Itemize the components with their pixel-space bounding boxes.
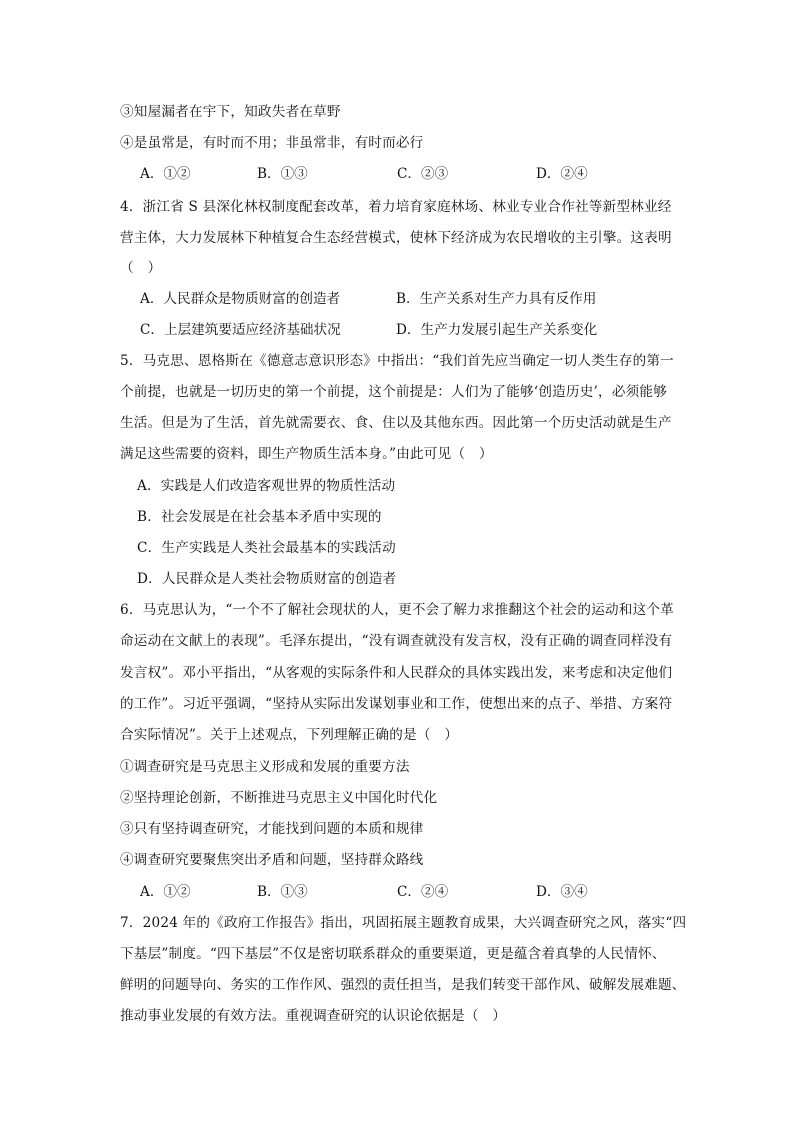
q5-stem-line-4: 满足这些需要的资料，即生产物质生活本身。”由此可见（ ）	[120, 446, 493, 462]
q6-option-a[interactable]: A．①②	[140, 884, 191, 900]
q4-option-c[interactable]: C．上层建筑要适应经济基础状况	[140, 322, 341, 338]
q4-option-b[interactable]: B．生产关系对生产力具有反作用	[396, 291, 597, 307]
q3-option-b[interactable]: B．①③	[257, 166, 308, 182]
q4-option-a[interactable]: A．人民群众是物质财富的创造者	[140, 291, 341, 307]
q5-option-b[interactable]: B．社会发展是在社会基本矛盾中实现的	[137, 509, 382, 525]
q7-stem-line-2: 下基层”制度。“四下基层”不仅是密切联系群众的重要渠道，更是蕴含着真挚的人民情怀、	[120, 946, 666, 962]
q5-stem-line-3: 生活。但是为了生活，首先就需要衣、食、住以及其他东西。因此第一个历史活动就是生产	[120, 415, 672, 431]
q3-option-a[interactable]: A．①②	[140, 166, 191, 182]
q5-option-c[interactable]: C．生产实践是人类社会最基本的实践活动	[137, 540, 396, 556]
q6-statement-3: ③只有坚持调查研究，才能找到问题的本质和规律	[120, 821, 424, 837]
q6-stem-line-3: 发言权”。邓小平指出，“从客观的实际条件和人民群众的具体实践出发，来考虑和决定他们	[120, 665, 673, 681]
q6-statement-4: ④调查研究要聚焦突出矛盾和问题，坚持群众路线	[120, 852, 424, 868]
q3-option-c[interactable]: C．②③	[397, 166, 449, 182]
q4-option-d[interactable]: D．生产力发展引起生产关系变化	[396, 322, 598, 338]
q6-stem-line-4: 的工作”。习近平强调，“坚持从实际出发谋划事业和工作，使想出来的点子、举措、方案符	[120, 696, 673, 712]
q6-statement-1: ①调查研究是马克思主义形成和发展的重要方法	[120, 759, 410, 775]
q3-statement-3: ③知屋漏者在宇下，知政失者在草野	[120, 104, 341, 120]
q4-answer-blank: （ ）	[120, 260, 162, 276]
q6-stem-line-5: 合实际情况”。关于上述观点，下列理解正确的是（ ）	[120, 727, 459, 743]
q7-stem-line-1: 7．2024 年的《政府工作报告》指出，巩固拓展主题教育成果，大兴调查研究之风，落实“四	[120, 915, 687, 931]
q5-option-d[interactable]: D．人民群众是人类社会物质财富的创造者	[137, 571, 397, 587]
q6-stem-line-2: 命运动在文献上的表现”。毛泽东提出，“没有调查就没有发言权，没有正确的调查同样没有	[120, 633, 673, 649]
q6-option-c[interactable]: C．②④	[397, 884, 449, 900]
q5-stem-line-2: 个前提，也就是一切历史的第一个前提，这个前提是：人们为了能够‘创造历史’，必须能够	[120, 384, 667, 400]
q6-stem-line-1: 6．马克思认为，“一个不了解社会现状的人，更不会了解力求推翻这个社会的运动和这个革	[120, 602, 674, 618]
q4-stem-line-1: 4．浙江省 S 县深化林权制度配套改革，着力培育家庭林场、林业专业合作社等新型林业经	[120, 199, 672, 215]
q7-stem-line-3: 鲜明的问题导向、务实的工作作风、强烈的责任担当，是我们转变干部作风、破解发展难题、	[120, 977, 686, 993]
q3-option-d[interactable]: D．②④	[536, 166, 588, 182]
q6-option-b[interactable]: B．①③	[257, 884, 308, 900]
q5-option-a[interactable]: A．实践是人们改造客观世界的物质性活动	[137, 478, 396, 494]
q6-option-d[interactable]: D．③④	[536, 884, 588, 900]
q3-statement-4: ④是虽常是，有时而不用；非虽常非，有时而必行	[120, 135, 424, 151]
q5-stem-line-1: 5．马克思、恩格斯在《德意志意识形态》中指出：“我们首先应当确定一切人类生存的第一	[120, 353, 674, 369]
q7-stem-line-4: 推动事业发展的有效方法。重视调查研究的认识论依据是（ ）	[120, 1008, 507, 1024]
q6-statement-2: ②坚持理论创新，不断推进马克思主义中国化时代化	[120, 790, 438, 806]
q4-stem-line-2: 营主体，大力发展林下种植复合生态经营模式，使林下经济成为农民增收的主引擎。这表明	[120, 230, 672, 246]
